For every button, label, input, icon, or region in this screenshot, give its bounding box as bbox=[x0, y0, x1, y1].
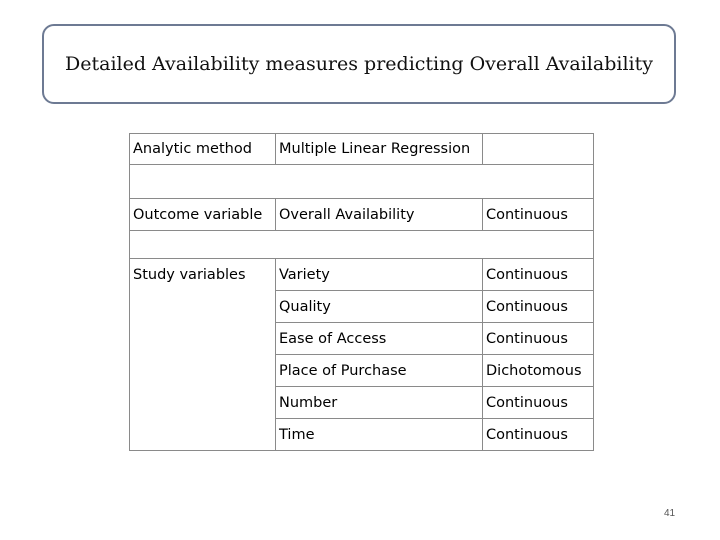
study-variable-name: Quality bbox=[276, 291, 483, 323]
study-variable-name: Variety bbox=[276, 259, 483, 291]
table-row bbox=[130, 165, 594, 199]
table-row bbox=[130, 134, 594, 165]
slide-title: Detailed Availability measures predicting Overall Availability bbox=[65, 53, 653, 75]
study-variable-name: Number bbox=[276, 387, 483, 419]
spacer-cell bbox=[130, 231, 594, 259]
study-variable-type: Continuous bbox=[483, 291, 594, 323]
slide-title-box bbox=[42, 24, 676, 104]
spacer-cell bbox=[130, 165, 594, 199]
study-variable-type: Continuous bbox=[483, 323, 594, 355]
outcome-label: Outcome variable bbox=[130, 199, 276, 231]
study-variable-name: Time bbox=[276, 419, 483, 451]
study-variable-type: Continuous bbox=[483, 419, 594, 451]
study-variable-type: Dichotomous bbox=[483, 355, 594, 387]
outcome-type: Continuous bbox=[483, 199, 594, 231]
outcome-name: Overall Availability bbox=[276, 199, 483, 231]
study-variable-type: Continuous bbox=[483, 259, 594, 291]
analytic-method-value: Multiple Linear Regression bbox=[276, 134, 483, 165]
page-number: 41 bbox=[664, 508, 676, 519]
study-variable-type: Continuous bbox=[483, 387, 594, 419]
table-row bbox=[130, 259, 594, 291]
analysis-table bbox=[129, 133, 594, 451]
study-variables-label: Study variables bbox=[130, 259, 276, 451]
study-variable-name: Ease of Access bbox=[276, 323, 483, 355]
table-row bbox=[130, 231, 594, 259]
study-variable-name: Place of Purchase bbox=[276, 355, 483, 387]
table-row bbox=[130, 199, 594, 231]
analytic-method-label: Analytic method bbox=[130, 134, 276, 165]
empty-cell bbox=[483, 134, 594, 165]
